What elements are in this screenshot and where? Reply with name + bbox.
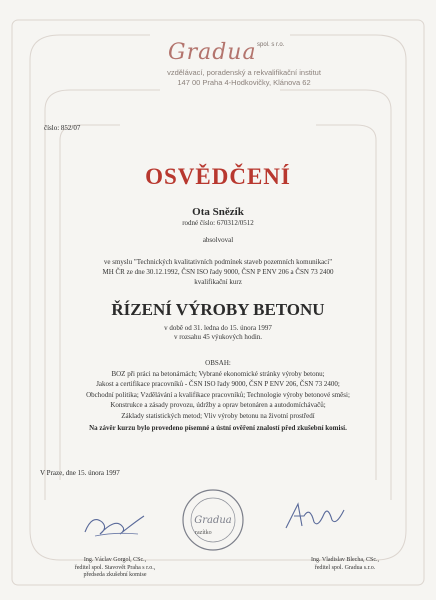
context-line-1: ve smyslu "Technických kvalitativních podmínek staveb pozemních komunikací" [103,258,333,266]
signer-left-role: ředitel spol. Stavovět Praha s r.o., [74,564,156,571]
institute-header [158,68,330,87]
content-heading: OBSAH: [205,359,231,367]
signature-left [80,508,150,542]
content-line: Jakost a certifikace pracovníků - ČSN ISO řady 9000, ČSN P ENV 206, ČSN 73 2400; [96,380,340,388]
final-statement: Na závěr kurzu bylo provedeno písemné a ústní ověření znalostí před zkušební komisí. [89,424,347,432]
signature-right-caption [275,557,415,572]
course-hours: v rozsahu 45 výukových hodin. [173,333,263,341]
context-line-2: MH ČR ze dne 30.12.1992, ČSN ISO řady 9000, ČSN P ENV 206 a ČSN 73 2400 [102,268,334,276]
certificate-title: OSVĚDČENÍ [145,164,291,189]
signer-left-name: Ing. Václav Gorgol, CSc., [83,557,147,563]
certificate-number: číslo: 852/07 [44,124,81,132]
content-line: Konstrukce a zásady provozu, údržby a oprav betonáren a autodomíchávačů; [110,401,326,409]
address-line: 147 00 Praha 4-Hodkovičky, Klánova 62 [177,77,311,87]
content-line: BOZ při práci na betonárnách; Vybrané ekonomické stránky výroby betonu; [111,369,325,378]
company-stamp [180,487,246,553]
course-content [0,358,436,421]
institute-line: vzdělávací, poradenský a rekvalifikační institut [167,68,321,77]
stamp-label: razítko [195,530,212,536]
birth-number: rodné číslo: 670312/0512 [182,219,254,227]
course-dates: v době od 31. ledna do 15. února 1997 [164,324,272,332]
place-date: V Praze, dne 15. února 1997 [40,469,120,477]
signer-right-name: Ing. Vladislav Blecha, CSc., [310,557,380,563]
course-name: ŘÍZENÍ VÝROBY BETONU [111,300,325,319]
completed-text: absolvoval [202,236,234,244]
signature-left-caption [40,557,190,580]
signature-right [280,500,350,534]
signer-right-role: ředitel spol. Gradua s.r.o. [314,564,376,571]
content-line: Základy statistických metod; Vliv výroby betonu na životní prostředí [121,411,315,420]
person-name: Ota Snězík [192,206,244,218]
course-type: kvalifikační kurz [194,278,242,286]
svg-text:Gradua: Gradua [194,515,232,526]
gradua-logo: Gradua [168,40,257,65]
content-line: Obchodní politika; Vzdělávání a kvalifikace pracovníků; Technologie výroby betonové směsi; [86,390,350,399]
logo-suffix: spol. s r.o. [257,42,285,48]
signer-left-role: předseda zkušební komise [83,572,147,578]
